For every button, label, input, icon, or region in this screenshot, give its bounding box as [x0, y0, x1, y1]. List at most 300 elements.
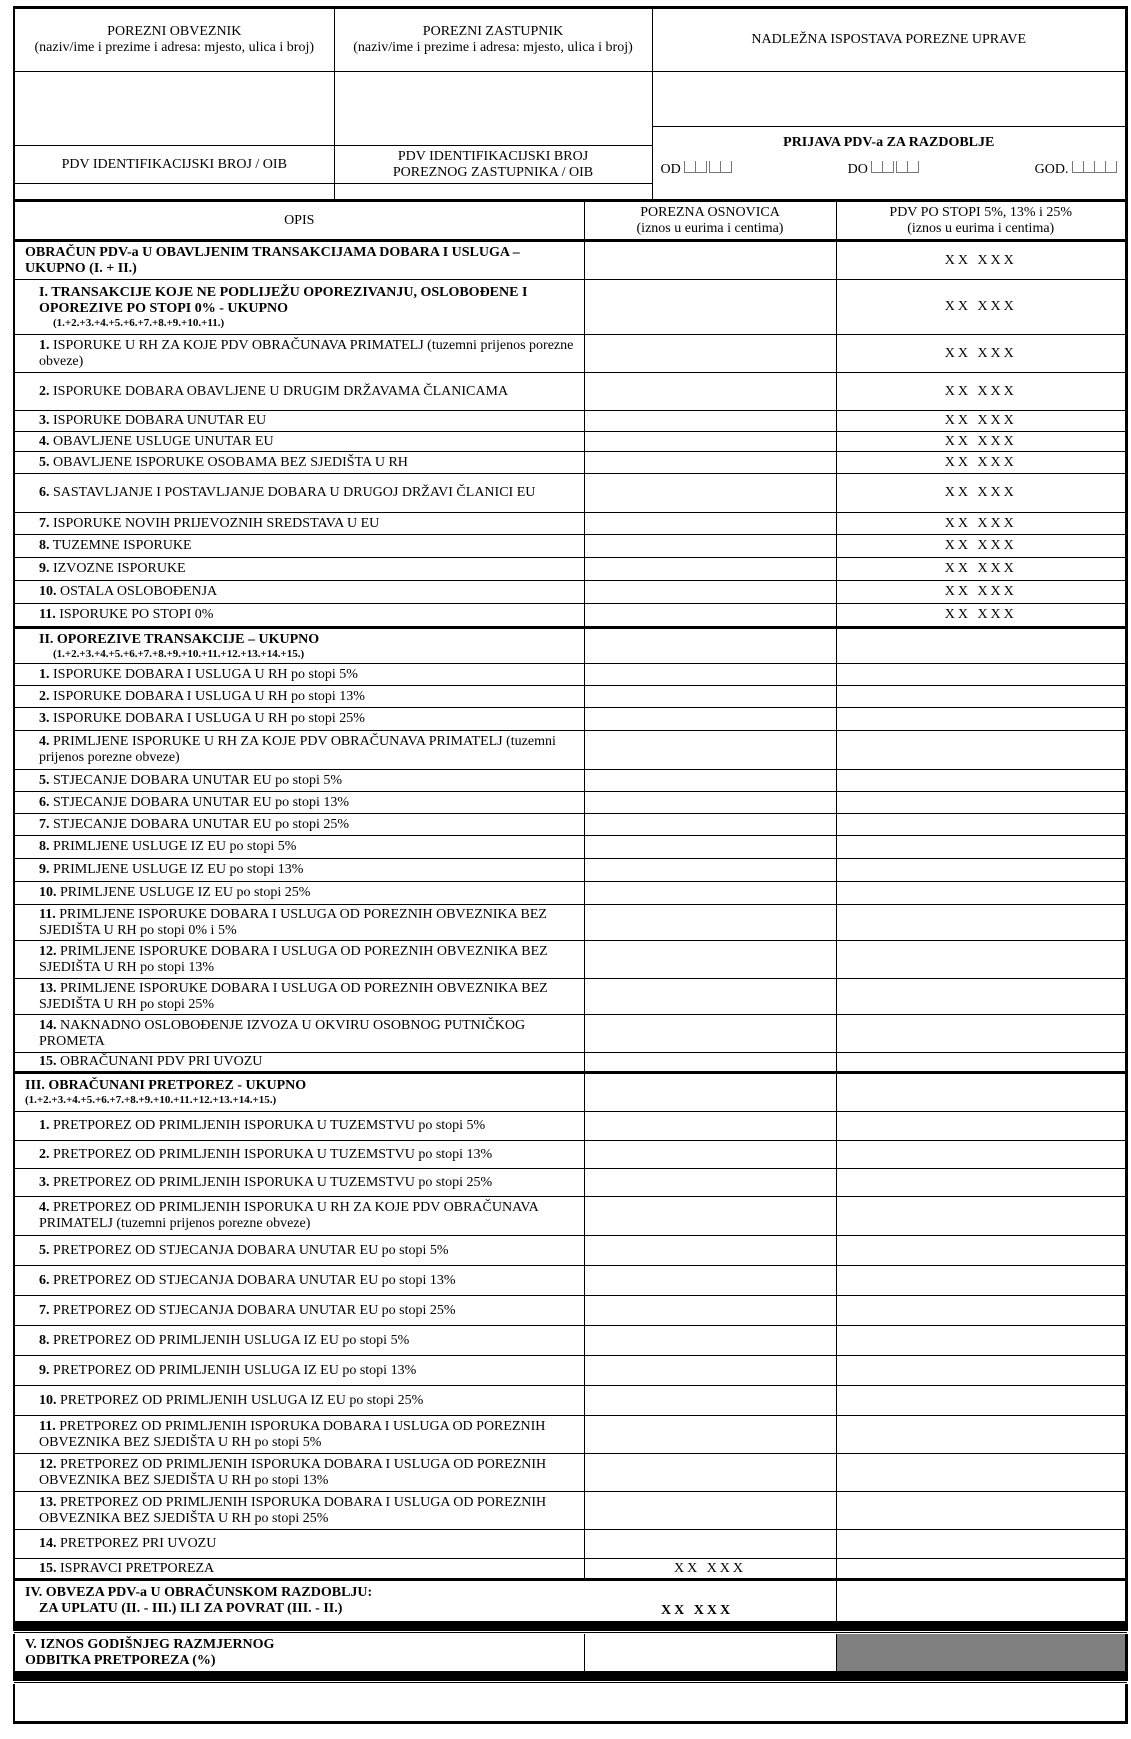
- row-description: [14, 604, 584, 628]
- pdv-id-field[interactable]: [14, 184, 334, 201]
- obveza-row: [14, 1580, 1127, 1622]
- table-row: [14, 979, 1127, 1015]
- row-text: PRIMLJENE ISPORUKE DOBARA I USLUGA OD POREZNIH OBVEZNIKA BEZ SJEDIŠTA U RH po stopi 13%: [39, 943, 548, 975]
- row-text: PRETPOREZ OD PRIMLJENIH USLUGA IZ EU po stopi 5%: [53, 1332, 410, 1348]
- pdv-field[interactable]: [836, 1053, 1127, 1073]
- pdv-id-label: PDV IDENTIFIKACIJSKI BROJ / OIB: [14, 146, 334, 184]
- osnovica-field[interactable]: [584, 1053, 836, 1073]
- osnovica-field[interactable]: [584, 1141, 836, 1169]
- pdv-field[interactable]: [836, 1266, 1127, 1296]
- row-number: 14.: [39, 1536, 57, 1551]
- osnovica-field[interactable]: [584, 731, 836, 770]
- od-period[interactable]: OD: [661, 161, 733, 178]
- table-row: [14, 1454, 1127, 1492]
- row-number: 3.: [39, 1174, 50, 1190]
- pdv-field[interactable]: [836, 1141, 1127, 1169]
- row-number: 10.: [39, 885, 57, 900]
- osnovica-field[interactable]: [584, 1073, 836, 1112]
- row-text: STJECANJE DOBARA UNUTAR EU po stopi 25%: [53, 816, 350, 832]
- table-row: [14, 686, 1127, 708]
- obveza-mark: XX XXX: [661, 1603, 734, 1618]
- osnovica-field[interactable]: [584, 792, 836, 814]
- table-row: [14, 859, 1127, 882]
- obveza-line2: ZA UPLATU (II. - III.) ILI ZA POVRAT (III. - II.): [39, 1601, 343, 1616]
- row-description: [14, 452, 584, 474]
- prijava-title: PRIJAVA PDV-a ZA RAZDOBLJE: [783, 135, 995, 150]
- table-row: [14, 535, 1127, 558]
- row-text: ISPORUKE NOVIH PRIJEVOZNIH SREDSTAVA U EU: [53, 515, 380, 531]
- pdv-id-zastupnik-field[interactable]: [334, 184, 652, 201]
- odbitak-description: [14, 1633, 584, 1672]
- table-row: [14, 792, 1127, 814]
- pdv-table: [13, 199, 1128, 1724]
- row-text: OBRAČUNANI PDV PRI UVOZU: [60, 1054, 263, 1069]
- row-text: PRETPOREZ OD STJECANJA DOBARA UNUTAR EU po stopi 5%: [53, 1242, 449, 1258]
- table-row: [14, 432, 1127, 452]
- row-text: PRIMLJENE ISPORUKE DOBARA I USLUGA OD POREZNIH OBVEZNIKA BEZ SJEDIŠTA U RH po stopi 0% i 5%: [39, 906, 547, 938]
- row-text: NAKNADNO OSLOBOĐENJE IZVOZA U OKVIRU OSOBNOG PUTNIČKOG PROMETA: [39, 1017, 526, 1049]
- table-row: [14, 1296, 1127, 1326]
- pdv-field[interactable]: [836, 1356, 1127, 1386]
- table-row: [14, 1236, 1127, 1266]
- table-row: [14, 335, 1127, 373]
- table-row: [14, 241, 1127, 280]
- disabled-cell: [836, 1633, 1127, 1672]
- pdv-field[interactable]: [836, 792, 1127, 814]
- column-headers: [14, 201, 1127, 241]
- row-text: PRETPOREZ OD PRIMLJENIH USLUGA IZ EU po stopi 13%: [53, 1362, 417, 1378]
- row-number: 2.: [39, 1146, 50, 1162]
- row-text: PRETPOREZ OD PRIMLJENIH ISPORUKA U TUZEMSTVU po stopi 13%: [53, 1146, 493, 1162]
- pdv-field[interactable]: [836, 1492, 1127, 1530]
- row-number: 15.: [39, 1054, 57, 1069]
- row-description: [14, 664, 584, 686]
- row-description: [14, 1530, 584, 1559]
- row-text: PRETPOREZ OD PRIMLJENIH ISPORUKA U RH ZA KOJE PDV OBRAČUNAVA PRIMATELJ (tuzemni prijenos porezne obveze): [39, 1200, 539, 1231]
- table-row: [14, 941, 1127, 979]
- pdv-field[interactable]: [836, 941, 1127, 979]
- row-number: 4.: [39, 433, 50, 449]
- row-text: PRIMLJENE USLUGE IZ EU po stopi 25%: [60, 885, 311, 900]
- porezni-obveznik-header: POREZNI OBVEZNIK (naziv/ime i prezime i adresa: mjesto, ulica i broj): [14, 8, 334, 72]
- osnovica-field[interactable]: [584, 836, 836, 859]
- row-text: ISPORUKE U RH ZA KOJE PDV OBRAČUNAVA PRIMATELJ (tuzemni prijenos porezne obveze): [39, 337, 574, 369]
- osnovica-field[interactable]: [584, 814, 836, 836]
- table-row: [14, 628, 1127, 664]
- row-description: [14, 1053, 584, 1073]
- row-text: ISPORUKE DOBARA UNUTAR EU: [53, 413, 267, 428]
- table-row: [14, 1073, 1127, 1112]
- row-description: [14, 411, 584, 432]
- zastupnik-name-field[interactable]: [334, 72, 652, 146]
- row-description: [14, 1386, 584, 1416]
- row-number: 8.: [39, 1332, 50, 1348]
- row-description: [14, 1326, 584, 1356]
- table-row: [14, 1141, 1127, 1169]
- pdv-field: XX XXX: [836, 513, 1127, 535]
- table-row: [14, 1386, 1127, 1416]
- section-title: II. OPOREZIVE TRANSAKCIJE – UKUPNO: [39, 631, 320, 647]
- row-description: [14, 474, 584, 513]
- section-title: I. TRANSAKCIJE KOJE NE PODLIJEŽU OPOREZIVANJU, OSLOBOĐENE I OPOREZIVE PO STOPI 0% - UKUPNO: [39, 284, 528, 316]
- row-description: [14, 558, 584, 581]
- divider: [14, 1672, 1127, 1683]
- row-number: 11.: [39, 1418, 56, 1434]
- row-number: 9.: [39, 1362, 50, 1378]
- col-osnovica: POREZNA OSNOVICA (iznos u eurima i centima): [584, 201, 836, 241]
- blank-row: [14, 1683, 1127, 1723]
- pdv-field: XX XXX: [836, 411, 1127, 432]
- row-description: [14, 731, 584, 770]
- obveza-line1: IV. OBVEZA PDV-a U OBRAČUNSKOM RAZDOBLJU:: [25, 1585, 373, 1600]
- pdv-field[interactable]: [836, 1073, 1127, 1112]
- row-text: PRETPOREZ OD PRIMLJENIH ISPORUKA DOBARA I USLUGA OD POREZNIH OBVEZNIKA BEZ SJEDIŠTA U RH po stopi 5%: [39, 1418, 546, 1450]
- table-row: [14, 513, 1127, 535]
- row-description: [14, 335, 584, 373]
- section-formula: (1.+2.+3.+4.+5.+6.+7.+8.+9.+10.+11.): [53, 316, 225, 329]
- osnovica-field[interactable]: [584, 373, 836, 411]
- pdv-field[interactable]: [836, 979, 1127, 1015]
- osnovica-field[interactable]: [584, 1386, 836, 1416]
- table-row: [14, 836, 1127, 859]
- blank-field[interactable]: [14, 1683, 1127, 1723]
- row-text: STJECANJE DOBARA UNUTAR EU po stopi 13%: [53, 794, 350, 810]
- row-number: 6.: [39, 485, 50, 500]
- osnovica-field[interactable]: [584, 280, 836, 335]
- row-number: 12.: [39, 943, 57, 959]
- osnovica-field[interactable]: [584, 686, 836, 708]
- row-number: 12.: [39, 1456, 57, 1472]
- row-description: [14, 859, 584, 882]
- table-row: [14, 708, 1127, 731]
- row-number: 9.: [39, 561, 50, 576]
- god-period[interactable]: GOD.: [1035, 161, 1117, 178]
- osnovica-field[interactable]: [584, 1326, 836, 1356]
- pdv-field[interactable]: [836, 1236, 1127, 1266]
- table-row: [14, 411, 1127, 432]
- row-number: 5.: [39, 772, 50, 788]
- row-number: 6.: [39, 1272, 50, 1288]
- table-row: [14, 474, 1127, 513]
- osnovica-field[interactable]: [584, 1296, 836, 1326]
- pdv-field: XX XXX: [836, 535, 1127, 558]
- section-title: III. OBRAČUNANI PRETPOREZ - UKUPNO: [25, 1078, 307, 1093]
- row-description: [14, 1197, 584, 1236]
- section-formula: (1.+2.+3.+4.+5.+6.+7.+8.+9.+10.+11.+12.+13.+14.+15.): [53, 647, 305, 660]
- pdv-field: XX XXX: [836, 432, 1127, 452]
- pdv-field: XX XXX: [836, 452, 1127, 474]
- pdv-field[interactable]: [836, 836, 1127, 859]
- table-row: [14, 1326, 1127, 1356]
- osnovica-field[interactable]: [584, 513, 836, 535]
- row-number: 2.: [39, 688, 50, 704]
- obveza-description: [14, 1580, 836, 1622]
- pdv-field: XX XXX: [836, 280, 1127, 335]
- osnovica-field[interactable]: [584, 979, 836, 1015]
- osnovica-field[interactable]: [584, 859, 836, 882]
- pdv-field[interactable]: [836, 686, 1127, 708]
- row-description: [14, 513, 584, 535]
- table-row: [14, 373, 1127, 411]
- table-row: [14, 905, 1127, 941]
- row-text: IZVOZNE ISPORUKE: [53, 561, 186, 576]
- pdv-field[interactable]: [836, 664, 1127, 686]
- osnovica-field[interactable]: [584, 1356, 836, 1386]
- col-pdv: PDV PO STOPI 5%, 13% i 25% (iznos u eurima i centima): [836, 201, 1127, 241]
- row-description: [14, 905, 584, 941]
- row-description: [14, 792, 584, 814]
- pdv-field[interactable]: [836, 1169, 1127, 1197]
- table-row: [14, 1559, 1127, 1580]
- osnovica-field[interactable]: [584, 905, 836, 941]
- osnovica-field[interactable]: [584, 1530, 836, 1559]
- prijava-razdoblje: [652, 127, 1127, 201]
- osnovica-field[interactable]: [584, 628, 836, 664]
- row-description: [14, 1266, 584, 1296]
- row-number: 14.: [39, 1017, 57, 1033]
- col-opis: OPIS: [14, 201, 584, 241]
- pdv-field[interactable]: [836, 1112, 1127, 1141]
- osnovica-field[interactable]: [584, 770, 836, 792]
- row-number: 7.: [39, 816, 50, 832]
- osnovica-field[interactable]: [584, 1197, 836, 1236]
- pdv-field: XX XXX: [836, 241, 1127, 280]
- row-text: ISPRAVCI PRETPOREZA: [60, 1560, 215, 1576]
- do-digit-boxes[interactable]: [871, 161, 919, 178]
- osnovica-field[interactable]: [584, 452, 836, 474]
- pdv-field[interactable]: [836, 1197, 1127, 1236]
- row-text: PRIMLJENE USLUGE IZ EU po stopi 5%: [53, 839, 297, 854]
- table-row: [14, 1266, 1127, 1296]
- row-number: 5.: [39, 454, 50, 470]
- pdv-field[interactable]: [836, 708, 1127, 731]
- row-number: 1.: [39, 337, 50, 353]
- row-number: 9.: [39, 862, 50, 877]
- do-period[interactable]: DO: [848, 161, 920, 178]
- row-description: [14, 1416, 584, 1454]
- row-text: TUZEMNE ISPORUKE: [52, 538, 192, 553]
- row-number: 1.: [39, 1118, 50, 1133]
- pdv-field[interactable]: [836, 1530, 1127, 1559]
- pdv-field[interactable]: [836, 1559, 1127, 1580]
- row-description: [14, 1169, 584, 1197]
- row-description: [14, 280, 584, 335]
- row-number: 8.: [39, 538, 50, 553]
- row-text: SASTAVLJANJE I POSTAVLJANJE DOBARA U DRUGOJ DRŽAVI ČLANICI EU: [53, 485, 536, 500]
- row-description: [14, 708, 584, 731]
- table-row: [14, 604, 1127, 628]
- pdv-field[interactable]: [836, 731, 1127, 770]
- osnovica-field[interactable]: [584, 1492, 836, 1530]
- row-description: [14, 836, 584, 859]
- row-description: [14, 686, 584, 708]
- pdv-field: XX XXX: [836, 373, 1127, 411]
- section-title: OBRAČUN PDV-a U OBAVLJENIM TRANSAKCIJAMA DOBARA I USLUGA – UKUPNO (I. + II.): [25, 244, 520, 276]
- row-text: ISPORUKE DOBARA I USLUGA U RH po stopi 5%: [53, 666, 358, 682]
- row-text: PRIMLJENE ISPORUKE U RH ZA KOJE PDV OBRAČUNAVA PRIMATELJ (tuzemni prijenos porezne obveze): [39, 734, 556, 765]
- row-description: [14, 1454, 584, 1492]
- table-row: [14, 770, 1127, 792]
- table-row: [14, 581, 1127, 604]
- row-number: 8.: [39, 839, 50, 854]
- table-row: [14, 1053, 1127, 1073]
- row-text: PRETPOREZ OD PRIMLJENIH ISPORUKA DOBARA I USLUGA OD POREZNIH OBVEZNIKA BEZ SJEDIŠTA U RH po stopi 13%: [39, 1456, 547, 1488]
- osnovica-field[interactable]: [584, 1416, 836, 1454]
- osnovica-field[interactable]: [584, 241, 836, 280]
- table-row: [14, 1530, 1127, 1559]
- row-description: [14, 1356, 584, 1386]
- row-number: 3.: [39, 711, 50, 726]
- row-text: PRETPOREZ OD PRIMLJENIH ISPORUKA U TUZEMSTVU po stopi 25%: [53, 1174, 493, 1190]
- pdv-field[interactable]: [836, 1015, 1127, 1053]
- pdv-field[interactable]: [836, 1454, 1127, 1492]
- table-row: [14, 1015, 1127, 1053]
- row-description: [14, 1141, 584, 1169]
- osnovica-field[interactable]: [584, 1236, 836, 1266]
- header-table: [13, 6, 1128, 201]
- ispostava-header: NADLEŽNA ISPOSTAVA POREZNE UPRAVE: [652, 8, 1127, 72]
- row-description: [14, 1492, 584, 1530]
- pdv-field[interactable]: [836, 814, 1127, 836]
- table-row: [14, 664, 1127, 686]
- pdv-field: XX XXX: [836, 604, 1127, 628]
- row-number: 10.: [39, 584, 57, 599]
- pdv-field: XX XXX: [836, 335, 1127, 373]
- row-number: 6.: [39, 794, 50, 810]
- table-row: [14, 1416, 1127, 1454]
- row-text: PRETPOREZ PRI UVOZU: [60, 1536, 217, 1551]
- row-text: ISPORUKE DOBARA I USLUGA U RH po stopi 25%: [53, 711, 365, 726]
- row-description: [14, 1559, 584, 1580]
- osnovica-field[interactable]: [584, 535, 836, 558]
- osnovica-field[interactable]: [584, 335, 836, 373]
- row-text: OBAVLJENE ISPORUKE OSOBAMA BEZ SJEDIŠTA U RH: [53, 454, 408, 470]
- odbitak-line2: ODBITKA PRETPOREZA (%): [25, 1652, 216, 1668]
- osnovica-field: XX XXX: [584, 1559, 836, 1580]
- row-description: [14, 373, 584, 411]
- row-text: PRETPOREZ OD PRIMLJENIH ISPORUKA U TUZEMSTVU po stopi 5%: [53, 1118, 486, 1133]
- table-row: [14, 1197, 1127, 1236]
- osnovica-field[interactable]: [584, 581, 836, 604]
- row-text: PRETPOREZ OD STJECANJA DOBARA UNUTAR EU po stopi 13%: [53, 1272, 456, 1288]
- row-description: [14, 941, 584, 979]
- row-number: 13.: [39, 1494, 57, 1510]
- pdv-field[interactable]: [836, 1296, 1127, 1326]
- row-description: [14, 979, 584, 1015]
- osnovica-field[interactable]: [584, 558, 836, 581]
- row-text: ISPORUKE DOBARA I USLUGA U RH po stopi 13%: [53, 688, 365, 704]
- table-row: [14, 280, 1127, 335]
- row-number: 7.: [39, 1302, 50, 1318]
- table-row: [14, 882, 1127, 905]
- odbitak-field[interactable]: [584, 1633, 836, 1672]
- pdv-field: XX XXX: [836, 581, 1127, 604]
- row-text: PRIMLJENE ISPORUKE DOBARA I USLUGA OD POREZNIH OBVEZNIKA BEZ SJEDIŠTA U RH po stopi 25%: [39, 980, 548, 1012]
- osnovica-field[interactable]: [584, 941, 836, 979]
- god-digit-boxes[interactable]: [1072, 161, 1117, 178]
- row-text: ISPORUKE DOBARA OBAVLJENE U DRUGIM DRŽAVAMA ČLANICAMA: [53, 383, 509, 399]
- row-number: 3.: [39, 413, 50, 428]
- row-text: PRIMLJENE USLUGE IZ EU po stopi 13%: [53, 862, 304, 877]
- row-description: [14, 1015, 584, 1053]
- row-description: [14, 1236, 584, 1266]
- pdv-field[interactable]: [836, 905, 1127, 941]
- section-formula: (1.+2.+3.+4.+5.+6.+7.+8.+9.+10.+11.+12.+13.+14.+15.): [25, 1094, 277, 1106]
- osnovica-field[interactable]: [584, 411, 836, 432]
- table-row: [14, 1356, 1127, 1386]
- row-text: ISPORUKE PO STOPI 0%: [59, 607, 214, 622]
- row-number: 2.: [39, 383, 50, 399]
- table-row: [14, 1112, 1127, 1141]
- pdv-field[interactable]: [836, 1326, 1127, 1356]
- odbitak-row: [14, 1633, 1127, 1672]
- pdv-field[interactable]: [836, 859, 1127, 882]
- pdv-field[interactable]: [836, 1416, 1127, 1454]
- osnovica-field[interactable]: [584, 1454, 836, 1492]
- osnovica-field[interactable]: [584, 604, 836, 628]
- table-row: [14, 1169, 1127, 1197]
- osnovica-field[interactable]: [584, 1266, 836, 1296]
- row-description: [14, 535, 584, 558]
- osnovica-field[interactable]: [584, 432, 836, 452]
- table-row: [14, 558, 1127, 581]
- row-number: 11.: [39, 607, 56, 622]
- row-text: PRETPOREZ OD STJECANJA DOBARA UNUTAR EU po stopi 25%: [53, 1302, 456, 1318]
- ispostava-field[interactable]: [652, 72, 1127, 127]
- pdv-field[interactable]: [836, 882, 1127, 905]
- od-digit-boxes[interactable]: [684, 161, 732, 178]
- row-description: [14, 241, 584, 280]
- pdv-id-zastupnik-label: PDV IDENTIFIKACIJSKI BROJ POREZNOG ZASTUPNIKA / OIB: [334, 146, 652, 184]
- osnovica-field[interactable]: [584, 1112, 836, 1141]
- obveza-pdv-field[interactable]: [836, 1580, 1127, 1622]
- osnovica-field[interactable]: [584, 474, 836, 513]
- row-description: [14, 581, 584, 604]
- pdv-field[interactable]: [836, 1386, 1127, 1416]
- separator-band: [14, 1672, 1127, 1683]
- pdv-field[interactable]: [836, 628, 1127, 664]
- table-row: [14, 452, 1127, 474]
- pdv-field: XX XXX: [836, 558, 1127, 581]
- row-number: 1.: [39, 666, 50, 682]
- obveznik-name-field[interactable]: [14, 72, 334, 146]
- row-number: 4.: [39, 734, 50, 749]
- row-number: 13.: [39, 980, 57, 996]
- row-description: [14, 770, 584, 792]
- row-text: OBAVLJENE USLUGE UNUTAR EU: [53, 433, 274, 449]
- row-text: PRETPOREZ OD PRIMLJENIH USLUGA IZ EU po stopi 25%: [60, 1392, 424, 1408]
- row-number: 5.: [39, 1242, 50, 1258]
- row-description: [14, 628, 584, 664]
- pdv-field: XX XXX: [836, 474, 1127, 513]
- row-number: 15.: [39, 1560, 57, 1576]
- row-description: [14, 1073, 584, 1112]
- table-row: [14, 814, 1127, 836]
- table-row: [14, 731, 1127, 770]
- separator-band: [14, 1622, 1127, 1633]
- osnovica-field[interactable]: [584, 1015, 836, 1053]
- row-text: STJECANJE DOBARA UNUTAR EU po stopi 5%: [53, 772, 343, 788]
- osnovica-field[interactable]: [584, 1169, 836, 1197]
- pdv-field[interactable]: [836, 770, 1127, 792]
- osnovica-field[interactable]: [584, 708, 836, 731]
- table-row: [14, 1492, 1127, 1530]
- row-description: [14, 814, 584, 836]
- osnovica-field[interactable]: [584, 882, 836, 905]
- divider: [14, 1622, 1127, 1633]
- row-text: PRETPOREZ OD PRIMLJENIH ISPORUKA DOBARA I USLUGA OD POREZNIH OBVEZNIKA BEZ SJEDIŠTA U RH po stopi 25%: [39, 1494, 547, 1526]
- osnovica-field[interactable]: [584, 664, 836, 686]
